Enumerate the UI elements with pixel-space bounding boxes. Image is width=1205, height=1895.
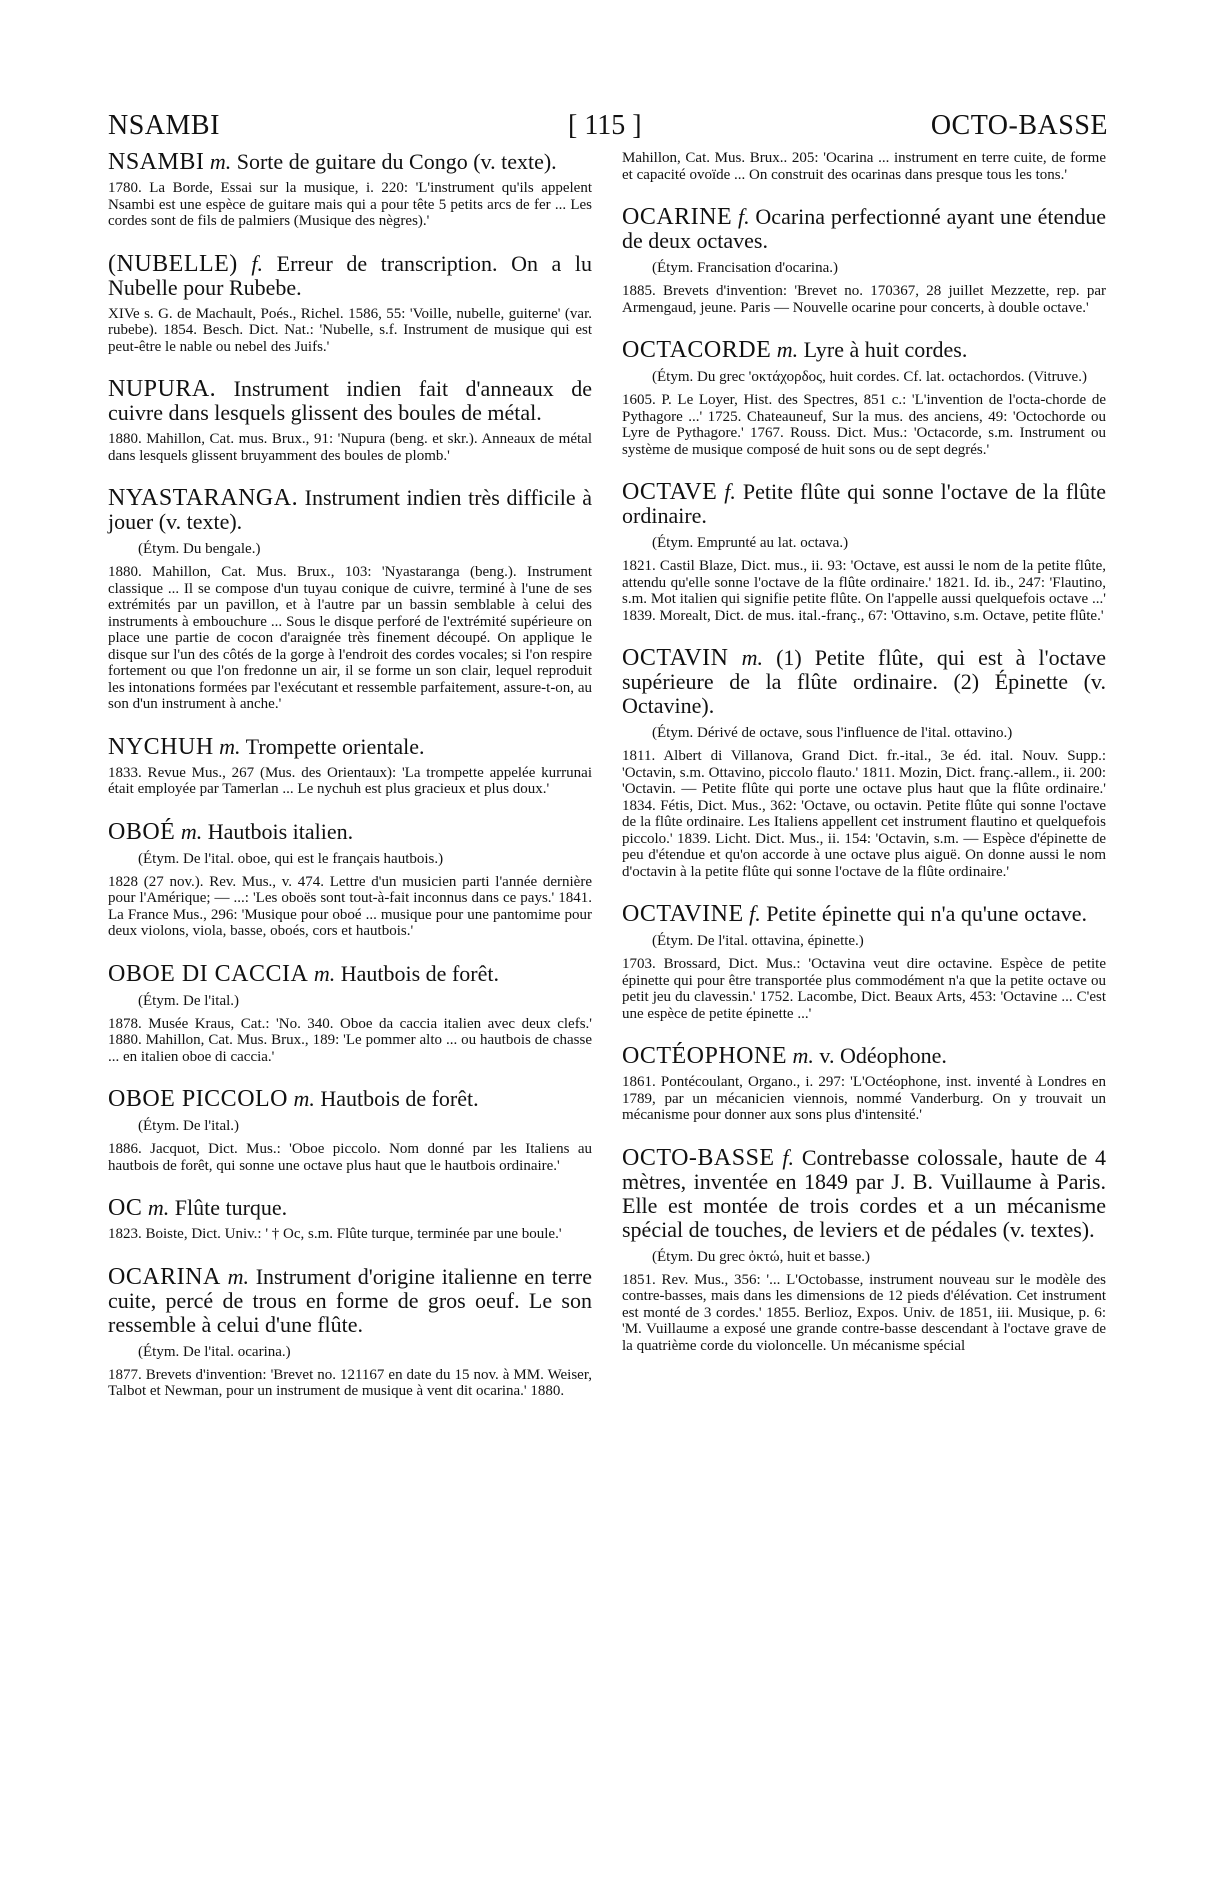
grammatical-gender: m. — [147, 1195, 170, 1220]
definition: Erreur de transcription. On a lu Nubelle pour Rubebe. — [108, 250, 593, 300]
grammatical-gender: m. — [313, 960, 336, 986]
entry-headline — [108, 1087, 592, 1111]
grammatical-gender: m. — [776, 337, 799, 362]
citations: 1861. Pontécoulant, Organo., i. 297: 'L'Octéophone, inst. inventé à Londres en 1789, par un mécanicien viennois, nommé Vanderburg. On y trouvait un mécanisme pour donner aux sons plus d'intensité.' — [622, 1074, 1106, 1123]
citations: 1823. Boiste, Dict. Univ.: ' † Oc, s.m. Flûte turque, terminée par une boule.' — [108, 1226, 562, 1242]
entry-headline — [622, 1146, 1106, 1242]
etymology: (Étym. De l'ital. oboe, qui est le français hautbois.) — [138, 850, 444, 867]
right-column — [622, 150, 1106, 1376]
dictionary-entry — [108, 150, 592, 230]
citations: 1880. Mahillon, Cat. mus. Brux., 91: 'Nupura (beng. et skr.). Anneaux de métal dans lesquels glissent bruyamment des boules de plomb.' — [108, 431, 592, 464]
definition: Contrebasse colossale, haute de 4 mètres, inventée en 1849 par J. B. Vuillaume à Paris. Elle est montée de trois cordes et a un mécanisme spécial de touches, de leviers et de pédales (v. textes). — [622, 1144, 1107, 1242]
definition: Hautbois de forêt. — [320, 1086, 479, 1111]
entry-headline — [622, 646, 1106, 718]
definition: Instrument indien très difficile à jouer (v. texte). — [108, 485, 593, 534]
definition: Trompette orientale. — [245, 733, 425, 759]
citations: 1880. Mahillon, Cat. Mus. Brux., 103: 'Nyastaranga (beng.). Instrument classique ... Il se compose d'un tuyau conique de cuivre, terminé à l'une de ses extrémités par un pavillon, et à l'autre par un bassin semblable à celui des instruments à embouchure ... Sous le disque perforé de l'extrémité supérieure on place une partie de cocon d'araignée très finement découpé. On applique le disque sur l'un des côtés de la gorge à l'endroit des cordes vocales; si l'on respire fortement ou que l'on fredonne un air, il se forme un son clair, lequel reproduit les intonations formées par l'exécutant et ressemble parfaitement, assure-t-on, au son d'un instrument à anche.' — [108, 564, 592, 712]
definition: (1) Petite flûte, qui est à l'octave supérieure de la flûte ordinaire. (2) Épinette (v. Octavine). — [622, 645, 1106, 718]
etymology: (Étym. De l'ital. ocarina.) — [138, 1343, 291, 1360]
dictionary-entry — [108, 735, 592, 798]
entry-headline — [622, 205, 1106, 253]
headword: OBOE PICCOLO — [108, 1086, 289, 1112]
entry-headline — [622, 902, 1106, 926]
entry-headline — [108, 150, 592, 174]
headword: OCTAVE — [622, 479, 718, 505]
entry-headline — [108, 1196, 592, 1220]
grammatical-gender: m. — [180, 818, 203, 844]
definition: Hautbois de forêt. — [340, 960, 499, 986]
citations: 1828 (27 nov.). Rev. Mus., v. 474. Lettre d'un musicien parti l'année dernière pour l'Amérique; — ...: 'Les oboës sont tout-à-fait inconnus dans ce pays.' 1841. La France Mus., 296: 'Musique pour oboé ... musique pour une pantomime pour deux violons, viola, basse, oboés, cors et hautbois.' — [108, 873, 592, 939]
dictionary-entry — [108, 1265, 592, 1400]
headword: OCTAVINE — [622, 901, 744, 927]
dictionary-entry — [108, 252, 592, 356]
dictionary-entry — [622, 150, 1106, 183]
headword: OCTÉOPHONE — [622, 1043, 787, 1069]
grammatical-gender: m. — [227, 1263, 249, 1289]
dictionary-entry — [108, 377, 592, 464]
dictionary-entry — [622, 338, 1106, 458]
definition: Flûte turque. — [174, 1195, 288, 1220]
citations: 1811. Albert di Villanova, Grand Dict. fr.-ital., 3e éd. ital. Nouv. Supp.: 'Octavin, s.m. Ottavino, piccolo flauto.' 1811. Mozin, Dict. franç.-allem., ii. 200: 'Octavin. — Petite flûte qui porte une octave plus haut que la flûte ordinaire.' 1834. Fétis, Dict. Mus., 362: 'Octave, ou octavin. Petite flûte qui sonne l'octave de la flûte ordinaire. Les Italiens appellent cet instrument flautino et quelquefois piccolo.' 1839. Licht. Dict. Mus., ii. 154: 'Octavin, s.m. — Espèce d'épinette de peu d'étendue et qu'on accorde à une octave plus aiguë. On donne aussi le nom d'octavin à la petite flûte qui sonne l'octave de la flûte ordinaire.' — [622, 748, 1106, 880]
grammatical-gender: f. — [782, 1144, 795, 1170]
definition: Hautbois italien. — [207, 818, 354, 844]
headword: OBOÉ — [108, 818, 176, 845]
entry-headline — [108, 252, 592, 300]
citations: XIVe s. G. de Machault, Poés., Richel. 1586, 55: 'Voille, nubelle, guiterne' (var. rubebe). 1854. Besch. Dict. Nat.: 'Nubelle, s.f. Instrument de musique qui est peut-être le nable ou nebel des Juifs.' — [108, 305, 592, 355]
page-number: [ 115 ] — [568, 110, 642, 141]
grammatical-gender: m. — [219, 733, 241, 759]
citations: 1885. Brevets d'invention: 'Brevet no. 170367, 28 juillet Mezzette, rep. par Armengaud, jeune. Paris — Nouvelle ocarine pour concerts, à double octave.' — [622, 283, 1106, 316]
entry-headline — [622, 480, 1106, 528]
definition: Lyre à huit cordes. — [803, 337, 968, 362]
grammatical-gender: f. — [749, 901, 761, 926]
dictionary-entry — [108, 820, 592, 940]
entry-headline — [108, 735, 592, 759]
entry-headline — [622, 1044, 1106, 1068]
definition: Instrument d'origine italienne en terre cuite, percé de trous en forme de gros oeuf. Le son ressemble à celui d'une flûte. — [108, 1263, 593, 1337]
header-right-guideword: OCTO-BASSE — [930, 110, 1108, 141]
entry-headline — [108, 486, 592, 534]
entry-headline — [108, 962, 592, 986]
citations: 1821. Castil Blaze, Dict. mus., ii. 93: 'Octave, est aussi le nom de la petite flûte, attendu qu'elle sonne l'octave de la flûte ordinaire.' 1821. Id. ib., 247: 'Flautino, s.m. Mot italien qui signifie petite flûte. On l'appelle aussi quelquefois octave ...' 1839. Morealt, Dict. de mus. ital.-franç., 67: 'Ottavino, s.m. Octave, petite flûte.' — [622, 558, 1106, 624]
grammatical-gender: m. — [209, 149, 232, 174]
citations: 1780. La Borde, Essai sur la musique, i. 220: 'L'instrument qu'ils appelent Nsambi est une espèce de guitare mais qui a pour tête 5 petits arcs de fer ... Les cordes sont de fils de palmiers (Musique des nègres).' — [108, 180, 592, 229]
etymology: (Étym. Du bengale.) — [138, 541, 261, 557]
headword: OBOE DI CACCIA — [108, 960, 309, 987]
dictionary-entry — [622, 480, 1106, 624]
citations: Mahillon, Cat. Mus. Brux.. 205: 'Ocarina ... instrument en terre cuite, de forme et capacité ovoïde ... On construit des ocarinas dans presque tous les tons.' — [622, 150, 1106, 183]
headword: NSAMBI — [108, 149, 205, 175]
entry-headline — [108, 820, 592, 844]
definition: Ocarina perfectionné ayant une étendue de deux octaves. — [622, 204, 1107, 253]
header-left-guideword: NSAMBI — [108, 110, 220, 141]
headword: OCTAVIN — [622, 645, 729, 671]
citations: 1878. Musée Kraus, Cat.: 'No. 340. Oboe da caccia italien avec deux clefs.' 1880. Mahillon, Cat. Mus. Brux., 189: 'Le pommer alto ... ou hautbois de chasse ... en italien oboe di caccia.' — [108, 1015, 592, 1065]
grammatical-gender: f. — [737, 204, 750, 229]
etymology: (Étym. Dérivé de octave, sous l'influence de l'ital. ottavino.) — [652, 725, 1013, 741]
grammatical-gender: m. — [792, 1043, 814, 1068]
definition: Petite flûte qui sonne l'octave de la flûte ordinaire. — [622, 479, 1107, 528]
etymology: (Étym. Francisation d'ocarina.) — [652, 260, 838, 276]
dictionary-entry — [622, 646, 1106, 880]
definition: Sorte de guitare du Congo (v. texte). — [236, 149, 557, 174]
citations: 1877. Brevets d'invention: 'Brevet no. 121167 en date du 15 nov. à MM. Weiser, Talbot et Newman, pour un instrument de musique à vent dit ocarina.' 1880. — [108, 1366, 592, 1399]
dictionary-entry — [108, 1196, 592, 1243]
etymology: (Étym. Du grec ὀκτώ, huit et basse.) — [652, 1248, 870, 1265]
headword: NYCHUH — [108, 733, 214, 760]
etymology: (Étym. De l'ital.) — [138, 1118, 240, 1134]
etymology: (Étym. De l'ital.) — [138, 992, 240, 1009]
headword: (NUBELLE) — [108, 250, 238, 277]
dictionary-entry — [622, 902, 1106, 1022]
headword: NYASTARANGA. — [108, 485, 299, 511]
headword: OCARINE — [622, 204, 733, 230]
grammatical-gender: f. — [251, 250, 264, 276]
entry-headline — [108, 1265, 592, 1337]
running-header — [108, 110, 1108, 150]
etymology: (Étym. Emprunté au lat. octava.) — [652, 535, 849, 551]
entry-headline — [622, 338, 1106, 362]
dictionary-entry — [108, 486, 592, 713]
headword: OCTACORDE — [622, 337, 772, 363]
citations: 1605. P. Le Loyer, Hist. des Spectres, 851 c.: 'L'invention de l'octa-chorde de Pythagore ...' 1725. Chateauneuf, Sur la mus. des anciens, 49: 'Octochorde ou Lyre de Pythagore.' 1767. Rouss. Dict. Mus.: 'Octacorde, s.m. Instrument ou système de musique composé de huit sons ou de sept degrés.' — [622, 392, 1106, 458]
citations: 1703. Brossard, Dict. Mus.: 'Octavina veut dire octavine. Espèce de petite épinette qui pour être transportée plus commodément n'a que la petite octave ou petit jeu du clavessin.' 1752. Lacombe, Dict. Beaux Arts, 453: 'Octavine ... C'est une espèce de petite épinette ...' — [622, 956, 1106, 1022]
citations: 1833. Revue Mus., 267 (Mus. des Orientaux): 'La trompette appelée kurrunai était employée par Tamerlan ... Le nychuh est plus gracieux et plus doux.' — [108, 764, 592, 797]
headword: NUPURA. — [108, 376, 217, 402]
etymology: (Étym. Du grec 'οκτάχορδος, huit cordes. Cf. lat. octachordos. (Vitruve.) — [652, 369, 1087, 385]
citations: 1851. Rev. Mus., 356: '... L'Octobasse, instrument nouveau sur le modèle des contre-basses, mais dans les dimensions de 12 pieds d'élévation. Cet instrument est monté de 3 cordes.' 1855. Berlioz, Expos. Univ. de 1851, iii. Musique, p. 6: 'M. Vuillaume a exposé une grande contre-basse descendant à l'octave grave de la quatrième corde du violoncelle. Un mécanisme spécial — [622, 1271, 1106, 1354]
dictionary-entry — [622, 1146, 1106, 1355]
dictionary-entry — [622, 205, 1106, 316]
grammatical-gender: f. — [724, 479, 736, 504]
definition: Instrument indien fait d'anneaux de cuivre dans lesquels glissent des boules de métal. — [108, 376, 592, 425]
entry-headline — [108, 377, 592, 425]
left-column — [108, 150, 592, 1422]
grammatical-gender: m. — [293, 1086, 315, 1111]
headword: OC — [108, 1195, 143, 1221]
definition: Petite épinette qui n'a qu'une octave. — [766, 901, 1087, 926]
citations: 1886. Jacquot, Dict. Mus.: 'Oboe piccolo. Nom donné par les Italiens au hautbois de forêt, qui sonne une octave plus haut que le hautbois ordinaire.' — [108, 1141, 592, 1174]
dictionary-entry — [108, 1087, 592, 1174]
definition: v. Odéophone. — [819, 1043, 947, 1068]
headword: OCARINA — [108, 1263, 221, 1290]
grammatical-gender: m. — [741, 645, 763, 670]
dictionary-entry — [622, 1044, 1106, 1124]
etymology: (Étym. De l'ital. ottavina, épinette.) — [652, 933, 864, 949]
headword: OCTO-BASSE — [622, 1144, 775, 1171]
dictionary-entry — [108, 962, 592, 1066]
